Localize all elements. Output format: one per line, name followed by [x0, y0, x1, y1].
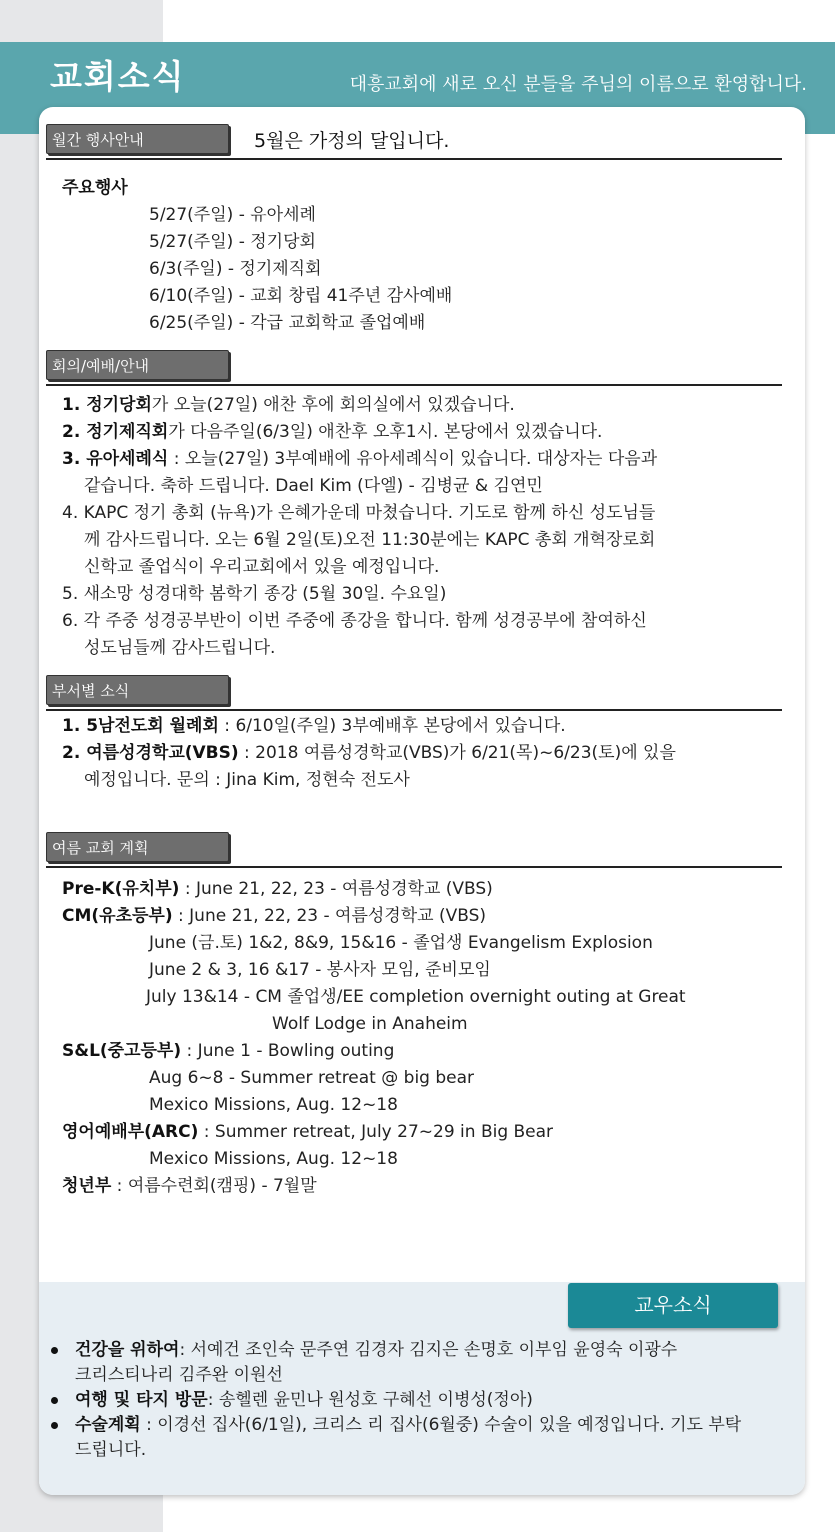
- meeting-item: [62, 446, 657, 473]
- meeting-item-continued: 께 감사드립니다. 오는 6월 2일(토)오전 11:30분에는 KAPC 총회 개혁장로회: [84, 530, 656, 550]
- page-subtitle: 대흥교회에 새로 오신 분들을 주님의 이름으로 환영합니다.: [349, 74, 807, 95]
- item-heading: 청년부: [62, 1176, 112, 1196]
- department-item: [62, 713, 566, 740]
- divider: [46, 158, 782, 160]
- item-heading: 2. 여름성경학교(VBS): [62, 743, 239, 763]
- item-heading: 건강을 위하여: [75, 1340, 180, 1360]
- event-item: 5/27(주일) - 유아세례: [149, 205, 316, 225]
- summer-subitem: June (금.토) 1&2, 8&9, 15&16 - 졸업생 Evangelism Explosion: [149, 933, 653, 953]
- section-label-meetings: 회의/예배/안내: [46, 350, 229, 380]
- item-heading: Pre-K(유치부): [62, 879, 180, 899]
- event-item: 6/10(주일) - 교회 창립 41주년 감사예배: [149, 286, 453, 306]
- section-label-departments: 부서별 소식: [46, 675, 229, 705]
- event-item: 6/25(주일) - 각급 교회학교 졸업예배: [149, 313, 426, 333]
- section-label-summer: 여름 교회 계획: [46, 832, 229, 862]
- divider: [46, 866, 782, 868]
- meeting-item: 4. KAPC 정기 총회 (뉴욕)가 은혜가운데 마쳤습니다. 기도로 함께 하신 성도님들: [62, 503, 656, 523]
- item-heading: 여행 및 타지 방문: [75, 1390, 208, 1410]
- department-item: [62, 740, 676, 767]
- bullet-icon: [51, 1347, 58, 1354]
- summer-item: [62, 903, 486, 930]
- item-text: 가 다음주일(6/3일) 애찬후 오후1시. 본당에서 있겠습니다.: [168, 422, 603, 442]
- item-text: : 송헬렌 윤민나 원성호 구혜선 이병성(정아): [207, 1390, 533, 1410]
- meeting-item: 6. 각 주중 성경공부반이 이번 주중에 종강을 합니다. 함께 성경공부에 참여하신: [62, 611, 647, 631]
- summer-item: [62, 1173, 317, 1200]
- summer-subitem: Mexico Missions, Aug. 12~18: [149, 1149, 398, 1169]
- item-text: : June 21, 22, 23 - 여름성경학교 (VBS): [179, 879, 493, 899]
- summer-item: [62, 1119, 553, 1146]
- department-item-continued: 예정입니다. 문의 : Jina Kim, 정현숙 전도사: [84, 770, 410, 790]
- bullet-icon: [51, 1422, 58, 1429]
- section-label-members: 교우소식: [568, 1283, 778, 1328]
- section-label-monthly: 월간 행사안내: [46, 124, 229, 154]
- item-text: 가 오늘(27일) 애찬 후에 회의실에서 있겠습니다.: [151, 395, 515, 415]
- summer-subitem: Aug 6~8 - Summer retreat @ big bear: [149, 1068, 475, 1088]
- divider: [46, 709, 782, 711]
- summer-item: [62, 876, 493, 903]
- item-heading: CM(유초등부): [62, 906, 173, 926]
- item-text: : 이경선 집사(6/1일), 크리스 리 집사(6월중) 수술이 있을 예정입니다. 기도 부탁: [140, 1415, 742, 1435]
- members-item-continued: 드립니다.: [75, 1440, 147, 1460]
- meeting-item-continued: 신학교 졸업식이 우리교회에서 있을 예정입니다.: [84, 557, 440, 577]
- item-text: : 2018 여름성경학교(VBS)가 6/21(목)~6/23(토)에 있을: [238, 743, 676, 763]
- item-text: : June 21, 22, 23 - 여름성경학교 (VBS): [172, 906, 487, 926]
- item-heading: 영어예배부(ARC): [62, 1122, 199, 1142]
- summer-subitem: July 13&14 - CM 졸업생/EE completion overnight outing at Great: [146, 987, 686, 1007]
- monthly-headline: 5월은 가정의 달입니다.: [254, 130, 450, 152]
- item-heading: 2. 정기제직회: [62, 422, 169, 442]
- item-text: : June 1 - Bowling outing: [181, 1041, 395, 1061]
- item-text: : Summer retreat, July 27~29 in Big Bear: [198, 1122, 554, 1142]
- members-item-continued: 크리스티나리 김주완 이원선: [75, 1365, 283, 1385]
- item-heading: 1. 5남전도회 월례회: [62, 716, 219, 736]
- meeting-item: [62, 419, 602, 446]
- item-heading: 수술계획: [75, 1415, 141, 1435]
- summer-subitem: Mexico Missions, Aug. 12~18: [149, 1095, 398, 1115]
- members-item: [75, 1387, 533, 1414]
- page-title: 교회소식: [50, 57, 186, 96]
- summer-item: [62, 1038, 394, 1065]
- events-title: 주요행사: [62, 178, 128, 198]
- summer-subitem: Wolf Lodge in Anaheim: [272, 1014, 468, 1034]
- item-heading: 1. 정기당회: [62, 395, 152, 415]
- item-text: : 오늘(27일) 3부예배에 유아세례식이 있습니다. 대상자는 다음과: [168, 449, 658, 469]
- event-item: 5/27(주일) - 정기당회: [149, 232, 316, 252]
- item-text: : 여름수련회(캠핑) - 7월말: [111, 1176, 317, 1196]
- meeting-item-continued: 같습니다. 축하 드립니다. Dael Kim (다엘) - 김병균 & 김연민: [84, 476, 543, 496]
- meeting-item-continued: 성도님들께 감사드립니다.: [84, 638, 276, 658]
- item-heading: S&L(중고등부): [62, 1041, 182, 1061]
- event-item: 6/3(주일) - 정기제직회: [149, 259, 322, 279]
- bullet-icon: [51, 1397, 58, 1404]
- members-item: [75, 1337, 677, 1364]
- item-text: : 서예건 조인숙 문주연 김경자 김지은 손명호 이부임 윤영숙 이광수: [179, 1340, 678, 1360]
- members-item: [75, 1412, 741, 1439]
- summer-subitem: June 2 & 3, 16 &17 - 봉사자 모임, 준비모임: [149, 960, 491, 980]
- divider: [46, 384, 782, 386]
- item-text: : 6/10일(주일) 3부예배후 본당에서 있습니다.: [218, 716, 566, 736]
- item-heading: 3. 유아세례식: [62, 449, 169, 469]
- meeting-item: [62, 392, 515, 419]
- meeting-item: 5. 새소망 성경대학 봄학기 종강 (5월 30일. 수요일): [62, 584, 447, 604]
